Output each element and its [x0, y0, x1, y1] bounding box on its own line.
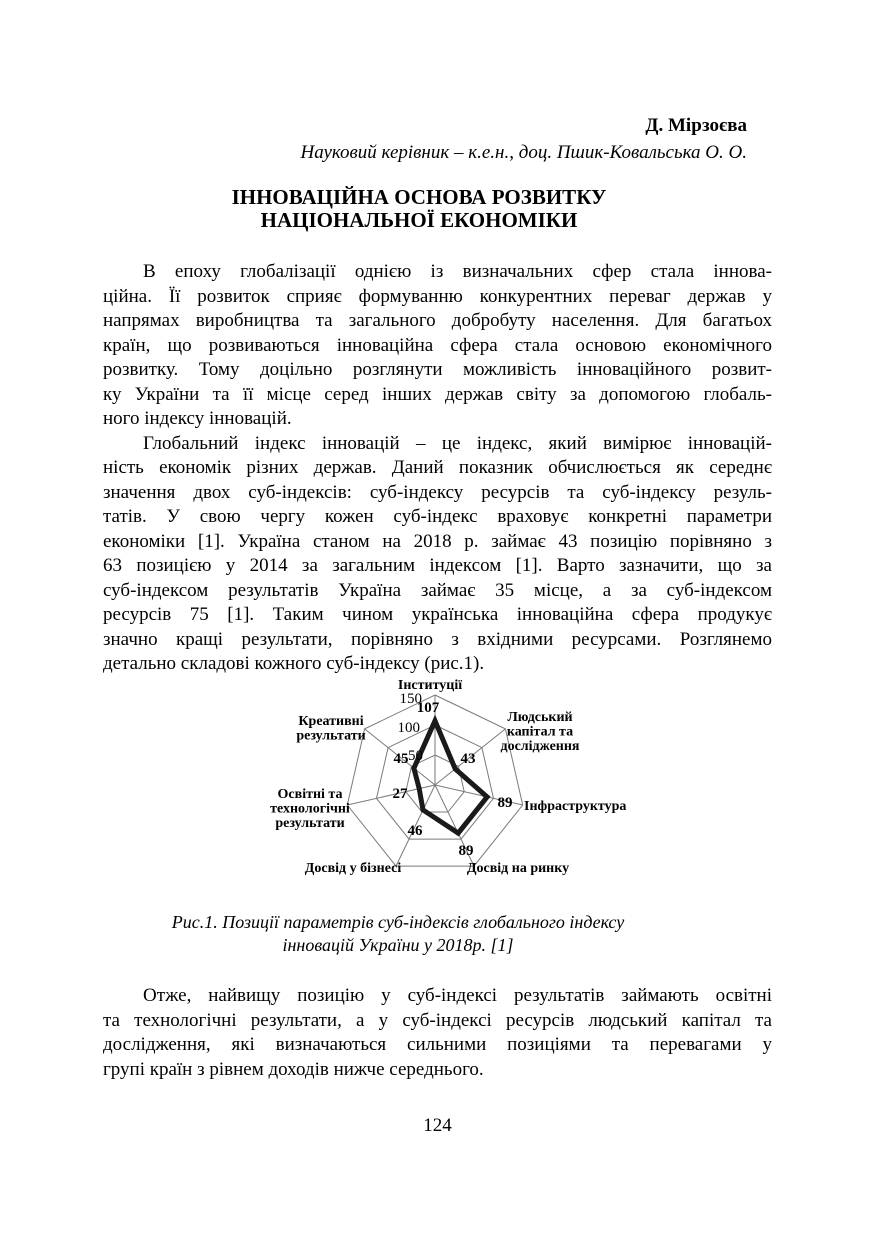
text-line: напрямах виробництва та загального добробуту населення. Для багатьох [103, 310, 772, 331]
text-line: дослідження, які визначаються сильними позиціями та перевагами у [103, 1034, 772, 1055]
grid-spoke [347, 785, 435, 805]
paragraph-2 [103, 432, 772, 677]
text-line: інновацій України у 2018р. [1] [282, 934, 514, 955]
text-line: та технологічні результати, а у суб-індексі ресурсів людський капітал та [103, 1009, 772, 1031]
data-value-label: 46 [407, 823, 423, 839]
text-line: країн, що розвиваються інноваційна сфера стала основою економічного [103, 334, 772, 356]
text-line: детально складові кожного суб-індексу (рис.1). [103, 653, 485, 674]
text-line: Глобальний індекс інновацій – це індекс, який вимірює інновацій- [143, 432, 772, 454]
category-label: Досвід на ринку [466, 861, 570, 876]
data-value-label: 89 [458, 843, 474, 859]
data-value-label: 27 [392, 786, 408, 802]
category-label: Освітні та [277, 787, 343, 802]
data-value-label: 89 [497, 795, 513, 811]
text-line: В епоху глобалізації однією із визначальних сфер стала іннова- [143, 261, 772, 282]
grid-ring [347, 695, 522, 866]
category-label: Людський [507, 710, 573, 725]
grid-spoke [435, 785, 474, 866]
category-label: Інфраструктура [524, 799, 627, 814]
author-name: Д. Мірзоєва [645, 115, 747, 136]
text-line: економіки [1]. Україна станом на 2018 р. займає 43 позицію порівняно з [103, 530, 772, 552]
grid-spoke [365, 729, 435, 785]
text-line: Отже, найвищу позицію у суб-індексі результатів займають освітні [143, 985, 772, 1006]
text-line: Рис.1. Позиції параметрів суб-індексів глобального індексу [171, 912, 625, 932]
category-label: Креативні [298, 714, 364, 729]
data-value-label: 43 [460, 751, 476, 767]
category-label: результати [275, 816, 345, 831]
text-line: 63 позицією у 2014 за загальним індексом [1]. Варто зазначити, що за [103, 555, 772, 576]
series-polygon [414, 721, 487, 833]
text-line: ність економік різних держав. Даний показник обчислюється як середнє [103, 457, 772, 478]
grid-ring [406, 755, 464, 812]
text-line: ресурсів 75 [1]. Таким чином українська інноваційна сфера продукує [103, 604, 772, 625]
grid-ring [377, 725, 494, 839]
grid-spoke [396, 785, 435, 866]
text-line: значно кращі результати, порівняно з вхідними ресурсами. Розглянемо [103, 628, 772, 650]
text-line: ІННОВАЦІЙНА ОСНОВА РОЗВИТКУ [231, 185, 607, 209]
category-label: дослідження [500, 739, 580, 754]
paragraph-3 [103, 984, 772, 1082]
page-number: 124 [423, 1115, 452, 1136]
category-label: капітал та [506, 724, 574, 740]
category-label: результати [296, 728, 366, 744]
text-line: значення двох суб-індексів: суб-індексу ресурсів та суб-індексу резуль- [103, 481, 772, 503]
text-line: суб-індексом результатів Україна займає 35 місце, а за суб-індексом [103, 579, 772, 601]
article-title [103, 186, 735, 232]
category-label: Інституції [397, 678, 463, 693]
figure-caption [103, 911, 693, 956]
axis-tick-label: 50 [408, 748, 423, 764]
grid-spoke [435, 729, 505, 785]
text-line: групі країн з рівнем доходів нижче середнього. [103, 1058, 484, 1080]
text-line: розвитку. Тому доцільно розглянути можливість інноваційного розвит- [103, 359, 772, 380]
body-text-block-2 [103, 984, 772, 1082]
text-line: ку України та її місце серед інших держав світу за допомогою глобаль- [103, 383, 772, 405]
data-value-label: 107 [416, 700, 440, 716]
supervisor-line: Науковий керівник – к.е.н., доц. Пшик-Ковальська О. О. [300, 142, 747, 163]
text-line: татів. У свою чергу кожен суб-індекс враховує конкретні параметри [103, 506, 772, 527]
paragraph-1 [103, 260, 772, 432]
category-label: Досвід у бізнесі [304, 861, 402, 876]
axis-tick-label: 100 [397, 720, 420, 736]
grid-spoke [435, 785, 523, 805]
category-label: технологічні [270, 801, 350, 817]
axis-tick-label: 150 [399, 691, 422, 707]
text-line: НАЦІОНАЛЬНОЇ ЕКОНОМІКИ [260, 208, 578, 232]
text-line: ційна. Її розвиток сприяє формуванню конкурентних переваг держав у [103, 285, 772, 307]
body-text-block-1 [103, 260, 772, 677]
data-value-label: 45 [393, 751, 409, 767]
text-line: ного індексу інновацій. [103, 408, 292, 429]
